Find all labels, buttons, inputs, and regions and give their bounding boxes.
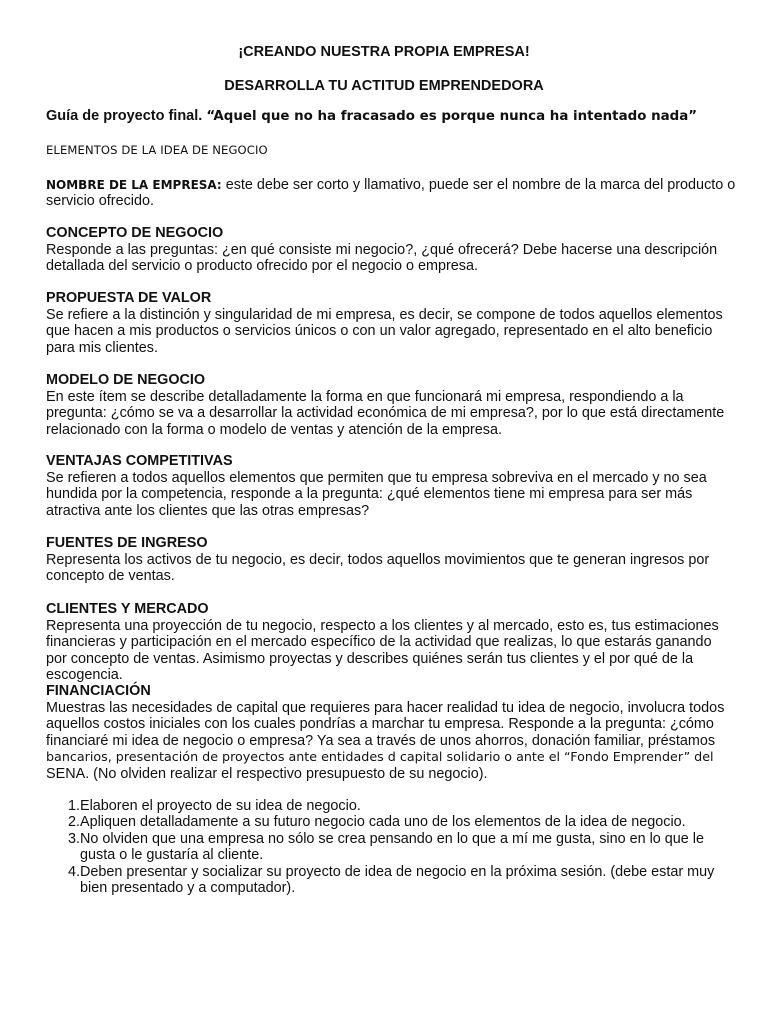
section-body: Se refieren a todos aquellos elementos que permiten que tu empresa sobreviva en el mercado y no sea hundida por la competencia, responde a la pregunta: ¿qué elementos tiene mi empresa para ser más atractiva ante los clientes que las otras empresas?: [46, 470, 707, 519]
guide-lead: Guía de proyecto final.: [46, 108, 203, 124]
section-body-continued: bancarios, presentación de proyectos ante entidades d capital solidario o ante el “Fondo Emprender” del: [46, 749, 714, 765]
section-ventajas: [46, 453, 736, 519]
section-body: Responde a las preguntas: ¿en qué consiste mi negocio?, ¿qué ofrecerá? Debe hacerse una descripción detallada del servicio o producto ofrecido por el negocio o empresa.: [46, 242, 718, 275]
section-heading: FUENTES DE INGRESO: [46, 535, 208, 551]
section-body: Muestras las necesidades de capital que requieres para hacer realidad tu idea de negocio, involucra todos aquellos costos iniciales con los cuales pondrías a marchar tu empresa. Responde a la pregunta: ¿cómo financiaré mi idea de negocio o empresa? Ya sea a través de unos ahorros, donación familiar, préstamos: [46, 700, 725, 749]
list-item: 1 Elaboren el proyecto de su idea de negocio.: [68, 798, 361, 814]
section-body: En este ítem se describe detalladamente la forma en que funcionará mi empresa, respondiendo a la pregunta: ¿cómo se va a desarrollar la actividad económica de mi empresa?, por lo que está directamente relacionado con la forma o modelo de ventas y atención de la empresa.: [46, 389, 725, 438]
section-heading: FINANCIACIÓN: [46, 683, 151, 699]
section-concepto: [46, 225, 736, 275]
guide-quote: “Aquel que no ha fracasado es porque nunca ha intentado nada”: [206, 109, 698, 124]
list-item: 4 Deben presentar y socializar su proyecto de idea de negocio en la próxima sesión. (debe estar muy bien presentado y a computador).: [68, 863, 715, 897]
section-heading: CLIENTES Y MERCADO: [46, 601, 209, 617]
list-item: 2 Apliquen detalladamente a su futuro negocio cada uno de los elementos de la idea de negocio.: [68, 814, 686, 831]
section-body: Representa los activos de tu negocio, es decir, todos aquellos movimientos que te generan ingresos por concepto de ventas.: [46, 552, 710, 585]
section-heading: MODELO DE NEGOCIO: [46, 372, 206, 388]
guide-line: [46, 108, 697, 124]
section-body-end: SENA. (No olviden realizar el respectivo presupuesto de su negocio).: [46, 765, 488, 782]
list-text: Elaboren el proyecto de su idea de negocio.: [80, 798, 361, 814]
section-fuentes: [46, 535, 736, 585]
section-financiacion: [46, 683, 736, 782]
elements-heading: ELEMENTOS DE LA IDEA DE NEGOCIO: [46, 143, 268, 157]
steps-list: [46, 798, 736, 896]
company-name-label: NOMBRE DE LA EMPRESA:: [46, 178, 222, 192]
document-title: ¡CREANDO NUESTRA PROPIA EMPRESA!: [238, 44, 530, 60]
section-body: Se refiere a la distinción y singularidad de mi empresa, es decir, se compone de todos aquellos elementos que hacen a mis productos o servicios únicos o con un valor agregado, representado en el alto beneficio para mis clientes.: [46, 307, 723, 356]
company-name-paragraph: [46, 177, 736, 210]
section-body: Representa una proyección de tu negocio, respecto a los clientes y al mercado, esto es, tus estimaciones financieras y participación en el mercado específico de la actividad que realizas, lo que estarás ganando por concepto de ventas. Asimismo proyectas y describes quiénes serán tus clientes y el por qué de la escogencia.: [46, 618, 719, 684]
list-text: Apliquen detalladamente a su futuro negocio cada uno de los elementos de la idea de negocio.: [80, 814, 686, 831]
section-heading: PROPUESTA DE VALOR: [46, 290, 212, 306]
list-text: Deben presentar y socializar su proyecto de idea de negocio en la próxima sesión. (debe estar muy bien presentado y a computador).: [80, 863, 715, 897]
company-name-text: este debe ser corto y llamativo, puede ser el nombre de la marca del producto o servicio ofrecido.: [46, 177, 736, 210]
section-modelo: [46, 372, 736, 438]
section-clientes: [46, 601, 736, 684]
document-subtitle: DESARROLLA TU ACTITUD EMPRENDEDORA: [224, 78, 544, 94]
list-item: 3 No olviden que una empresa no sólo se crea pensando en lo que a mí me gusta, sino en lo que le gusta o le gustaría al cliente.: [68, 830, 705, 864]
section-propuesta: [46, 290, 736, 356]
section-heading: CONCEPTO DE NEGOCIO: [46, 225, 224, 241]
list-text: No olviden que una empresa no sólo se crea pensando en lo que a mí me gusta, sino en lo que le gusta o le gustaría al cliente.: [80, 830, 705, 864]
section-heading: VENTAJAS COMPETITIVAS: [46, 453, 233, 469]
